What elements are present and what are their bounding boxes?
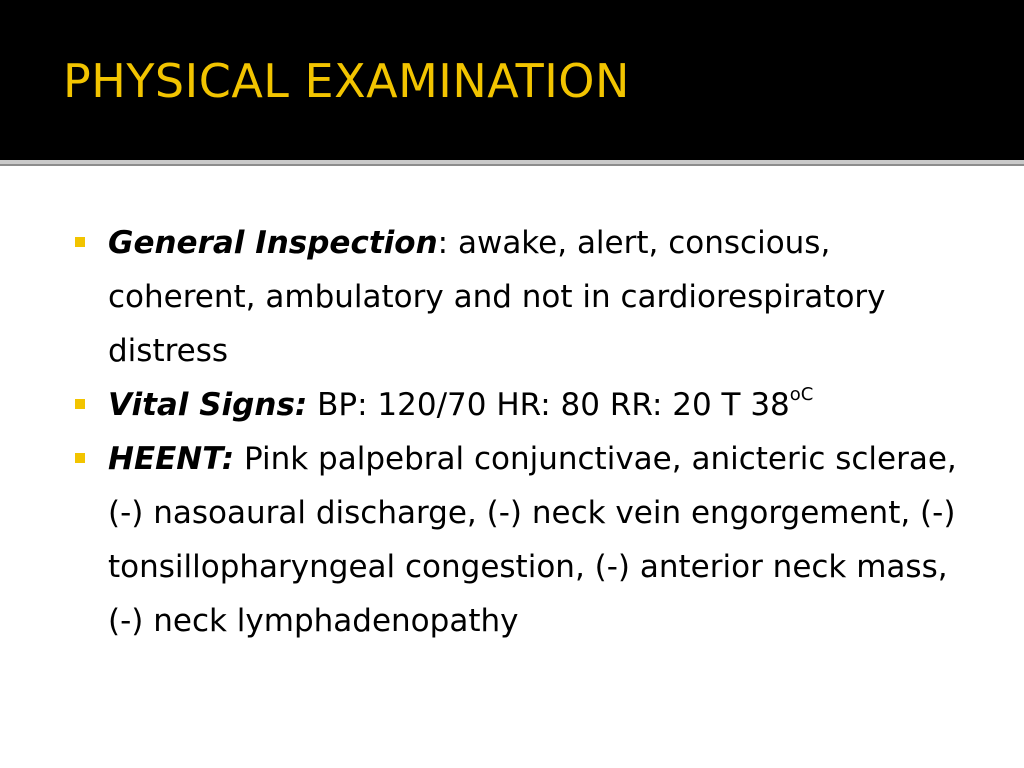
square-bullet-icon (75, 237, 85, 247)
square-bullet-icon (75, 453, 85, 463)
temperature-unit: oC (789, 383, 814, 405)
bullet-text: BP: 120/70 HR: 80 RR: 20 T 38 (307, 387, 790, 423)
bullet-text: Pink palpebral conjunctivae, anicteric sclerae, (-) nasoaural discharge, (-) neck vein engorgement, (-) tonsillopharyngeal congestion, (-) anterior neck mass, (-) neck lymphadenopathy (108, 441, 957, 639)
bullet-general-inspection (75, 216, 985, 378)
bullet-heent (75, 432, 985, 648)
bullet-vital-signs (75, 378, 985, 432)
square-bullet-icon (75, 399, 85, 409)
bullet-separator: : (437, 225, 449, 261)
bullet-label: Vital Signs: (108, 387, 308, 423)
bullet-label: HEENT: (108, 441, 235, 477)
title-bar (0, 0, 1024, 160)
slide-title: PHYSICAL EXAMINATION (63, 54, 630, 108)
bullet-label: General Inspection (108, 225, 438, 261)
bullet-text: awake, alert, conscious, coherent, ambulatory and not in cardiorespiratory distress (108, 225, 886, 369)
content-area (0, 166, 1024, 768)
bullet-list (75, 216, 985, 648)
